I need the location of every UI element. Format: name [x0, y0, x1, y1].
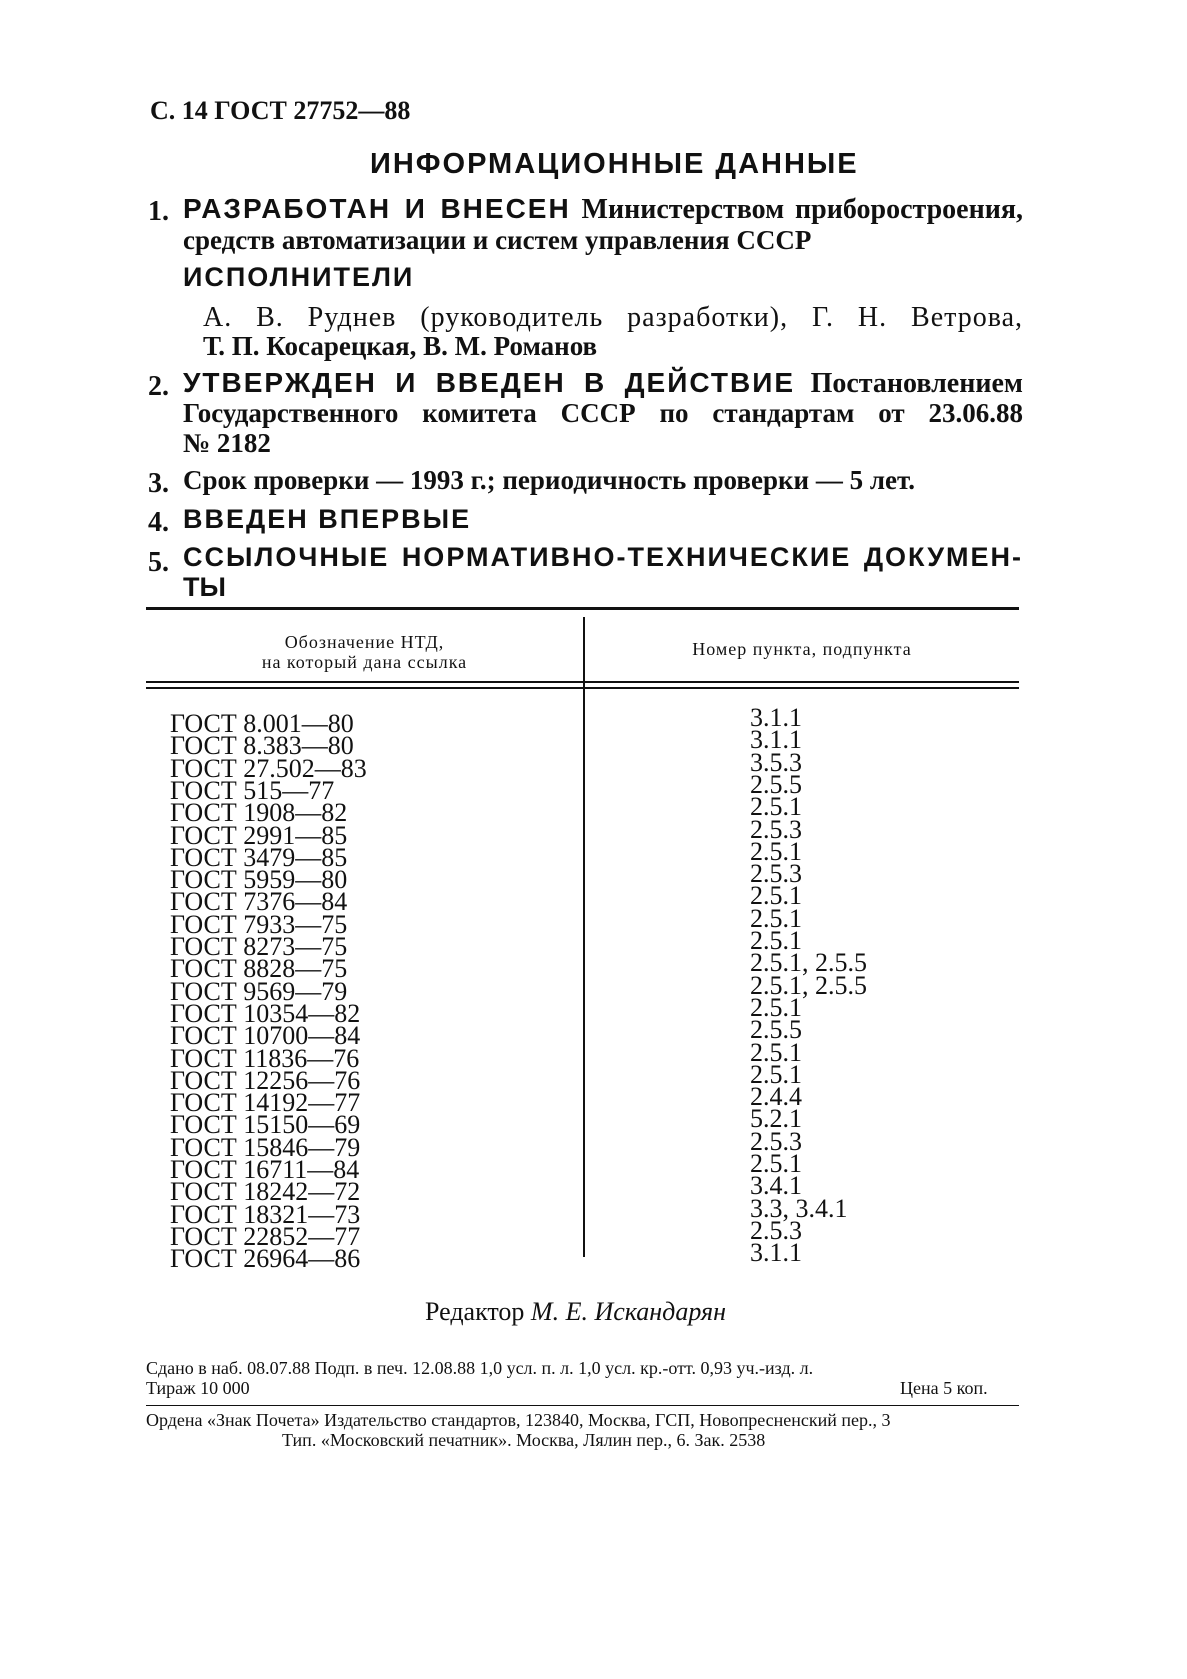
item-2-line-2: Государственного комитета СССР по стандартам от 23.06.88 — [183, 398, 1023, 428]
editor-label: Редактор — [425, 1297, 525, 1326]
table-cell-ntd: ГОСТ 16711—84 — [170, 1155, 360, 1184]
table-header-left — [146, 632, 583, 672]
table-cell-clause: 3.1.1 — [750, 725, 802, 754]
table-cell-ntd: ГОСТ 15846—79 — [170, 1133, 361, 1162]
table-cell-ntd: ГОСТ 3479—85 — [170, 843, 348, 872]
editor-line — [425, 1297, 726, 1327]
item-2-lead: УТВЕРЖДЕН И ВВЕДЕН В ДЕЙСТВИЕ — [183, 367, 796, 398]
table-cell-ntd: ГОСТ 8828—75 — [170, 954, 348, 983]
table-cell-ntd: ГОСТ 10700—84 — [170, 1021, 361, 1050]
table-cell-ntd: ГОСТ 7376—84 — [170, 887, 348, 916]
imprint-line-1: Сдано в наб. 08.07.88 Подп. в печ. 12.08.88 1,0 усл. п. л. 1,0 усл. кр.-отт. 0,93 уч.-изд. л. — [146, 1358, 814, 1378]
table-cell-ntd: ГОСТ 7933—75 — [170, 910, 348, 939]
item-5-line-2: ТЫ — [183, 572, 226, 602]
table-cell-clause: 2.5.1 — [750, 904, 802, 933]
table-cell-clause: 2.5.5 — [750, 770, 802, 799]
table-cell-ntd: ГОСТ 26964—86 — [170, 1244, 361, 1273]
table-cell-ntd: ГОСТ 11836—76 — [170, 1044, 360, 1073]
table-header-left-line-2: на который дана ссылка — [261, 652, 468, 672]
table-cell-clause: 2.5.1, 2.5.5 — [750, 948, 867, 977]
table-cell-clause: 2.4.4 — [750, 1082, 802, 1111]
table-cell-clause: 2.5.1 — [750, 792, 802, 821]
table-cell-clause: 3.3, 3.4.1 — [750, 1194, 848, 1223]
table-cell-clause: 2.5.1 — [750, 837, 802, 866]
table-cell-ntd: ГОСТ 515—77 — [170, 776, 335, 805]
page-title: ИНФОРМАЦИОННЫЕ ДАННЫЕ — [370, 148, 859, 180]
table-cell-ntd: ГОСТ 8.383—80 — [170, 731, 354, 760]
table-cell-clause: 5.2.1 — [750, 1104, 802, 1133]
table-cell-clause: 2.5.3 — [750, 859, 802, 888]
table-header-right: Номер пункта, подпункта — [692, 639, 912, 659]
executors-line-2: Т. П. Косарецкая, В. М. Романов — [203, 331, 598, 361]
page-header: С. 14 ГОСТ 27752—88 — [150, 96, 411, 125]
table-cell-ntd: ГОСТ 14192—77 — [170, 1088, 361, 1117]
imprint-printer: Тип. «Московский печатник». Москва, Лялин пер., 6. Зак. 2538 — [282, 1430, 766, 1450]
table-cell-clause: 2.5.3 — [750, 1127, 802, 1156]
table-header-left-line-1: Обозначение НТД, — [284, 632, 445, 652]
table-cell-clause: 2.5.1 — [750, 881, 802, 910]
table-cell-ntd: ГОСТ 8273—75 — [170, 932, 348, 961]
table-cell-ntd: ГОСТ 18321—73 — [170, 1200, 361, 1229]
table-cell-clause: 2.5.1 — [750, 1038, 802, 1067]
imprint-price: Цена 5 коп. — [900, 1378, 988, 1398]
table-cell-clause: 2.5.1 — [750, 1149, 802, 1178]
table-cell-ntd: ГОСТ 2991—85 — [170, 821, 348, 850]
item-1-line-2: средств автоматизации и систем управления СССР — [183, 225, 812, 255]
item-4-number: 4. — [148, 507, 169, 538]
item-4-text: ВВЕДЕН ВПЕРВЫЕ — [183, 504, 472, 534]
table-cell-clause: 2.5.1 — [750, 1060, 802, 1089]
item-5-line-1: ССЫЛОЧНЫЕ НОРМАТИВНО-ТЕХНИЧЕСКИЕ ДОКУМЕН- — [183, 542, 1023, 572]
item-1-line-1-rest: Министерством приборостроения, — [581, 194, 1024, 225]
imprint-tirazh: Тираж 10 000 — [146, 1378, 250, 1398]
table-cell-clause: 3.4.1 — [750, 1171, 802, 1200]
table-cell-ntd: ГОСТ 12256—76 — [170, 1066, 361, 1095]
table-cell-clause: 2.5.3 — [750, 815, 802, 844]
table-cell-clause: 2.5.1, 2.5.5 — [750, 971, 867, 1000]
table-cell-clause: 2.5.1 — [750, 993, 802, 1022]
item-1-number: 1. — [148, 196, 169, 227]
table-cell-ntd: ГОСТ 9569—79 — [170, 977, 348, 1006]
table-cell-clause: 3.1.1 — [750, 703, 802, 732]
table-cell-clause: 3.5.3 — [750, 748, 802, 777]
item-1-line-1 — [183, 193, 1023, 226]
item-3-text: Срок проверки — 1993 г.; периодичность проверки — 5 лет. — [183, 465, 915, 495]
editor-name: М. Е. Искандарян — [530, 1297, 726, 1326]
item-2-line-1 — [183, 367, 1023, 400]
executors-line-1: А. В. Руднев (руководитель разработки), Г. Н. Ветрова, — [203, 302, 1023, 333]
table-cell-ntd: ГОСТ 1908—82 — [170, 798, 348, 827]
table-cell-ntd: ГОСТ 18242—72 — [170, 1177, 361, 1206]
executors-heading: ИСПОЛНИТЕЛИ — [183, 262, 415, 292]
table-cell-ntd: ГОСТ 10354—82 — [170, 999, 361, 1028]
table-cell-ntd: ГОСТ 22852—77 — [170, 1222, 361, 1251]
table-cell-ntd: ГОСТ 27.502—83 — [170, 754, 367, 783]
table-cell-ntd: ГОСТ 15150—69 — [170, 1110, 361, 1139]
item-5-number: 5. — [148, 547, 169, 578]
table-column-divider — [583, 617, 585, 1257]
table-cell-clause: 2.5.1 — [750, 926, 802, 955]
table-cell-clause: 3.1.1 — [750, 1238, 802, 1267]
item-2-line-1-rest: Постановлением — [810, 368, 1023, 399]
table-cell-ntd: ГОСТ 8.001—80 — [170, 709, 354, 738]
table-cell-clause: 2.5.5 — [750, 1015, 802, 1044]
item-2-number: 2. — [148, 371, 169, 402]
item-1-lead: РАЗРАБОТАН И ВНЕСЕН — [183, 193, 571, 224]
table-cell-clause: 2.5.3 — [750, 1216, 802, 1245]
table-cell-ntd: ГОСТ 5959—80 — [170, 865, 348, 894]
imprint-rule — [146, 1405, 1019, 1406]
table-top-rule — [146, 607, 1019, 610]
item-2-line-3: № 2182 — [183, 428, 271, 458]
item-3-number: 3. — [148, 468, 169, 499]
imprint-publisher: Ордена «Знак Почета» Издательство стандартов, 123840, Москва, ГСП, Новопресненский пер., 3 — [146, 1410, 891, 1430]
